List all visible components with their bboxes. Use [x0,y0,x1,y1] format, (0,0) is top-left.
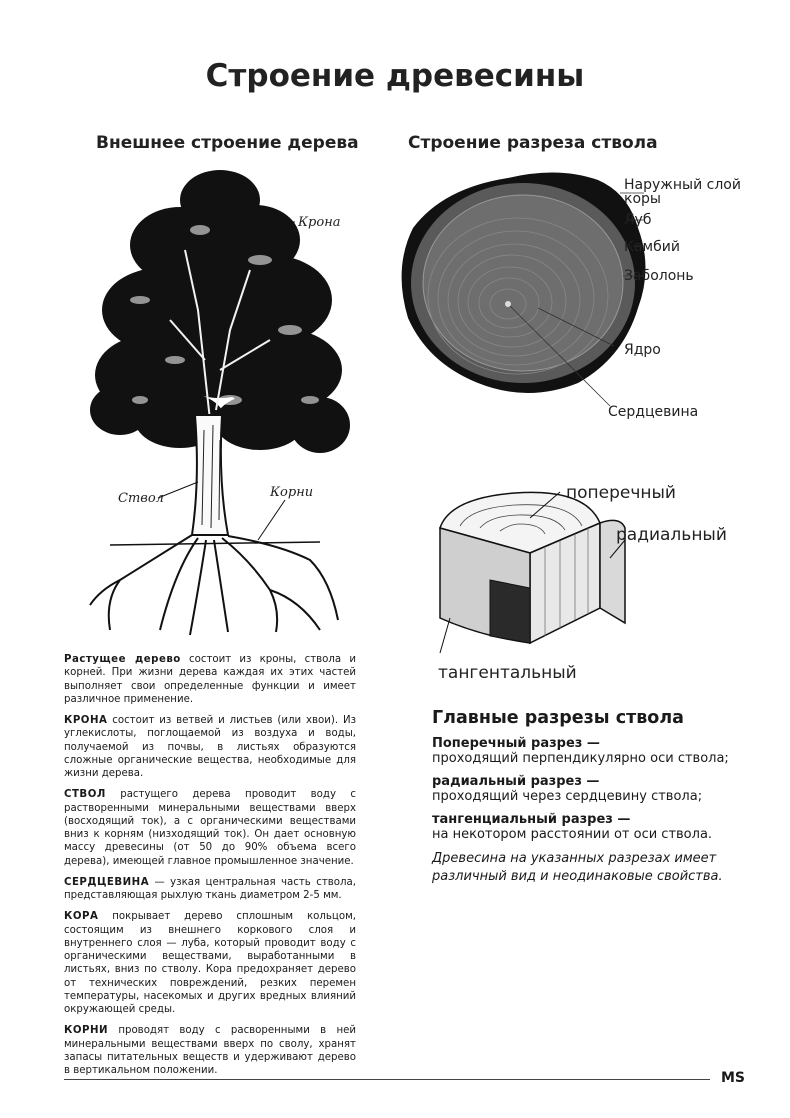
trunk-label: Ствол [118,491,164,506]
tree-crown-drawing [90,170,350,453]
crown-label: Крона [298,215,341,230]
bast-label: Луб [624,212,652,228]
cut-desc: на некотором расстоянии от оси ствола. [432,827,713,842]
cambium-label: Камбий [624,239,680,255]
outer-bark-label-line1: Наружный слой [624,177,741,193]
cut-desc: проходящий через сердцевину ствола; [432,789,703,804]
text-roots: КОРНИ проводят воду с расворенными в ней минеральными веществами вверх по сволу, хранят запасы питательных веществ и удерживают дерево в вертикальном положении. [64,1025,356,1076]
trunk-cuts-illustration [420,468,740,698]
roots-label: Корни [270,485,314,500]
cut-item-transverse [432,736,762,766]
tangential-label: тангентальный [438,663,577,683]
pith-label: Сердцевина [608,404,699,420]
cut-term: Поперечный разрез — [432,736,600,751]
footer-rule [64,1079,710,1080]
cuts-note: Древесина на указанных разрезах имеет различный вид и неодинаковые свойства. [432,851,723,884]
trunk-section-heading: Строение разреза ствола [408,133,658,153]
text-trunk: СТВОЛ растущего дерева проводит воду с растворенными минеральными веществами вверх (восходящий ток), а с органическими веществами вниз к корням (низходящий ток). Он дает основную массу древесины (от 50 до 90% объема всего дерева), имеющей главное промышленное значение. [64,789,356,867]
main-cuts-block [432,708,762,885]
trunk-cross-section-illustration [388,158,748,428]
outer-bark-label-line2: коры [624,191,661,207]
tangential-cut-face [490,580,530,643]
page-title: Строение древесины [205,58,585,94]
cut-item-tangential [432,812,762,842]
cut-term: тангенциальный разрез — [432,812,631,827]
tree-illustration [80,160,360,640]
transverse-label: поперечный [566,483,676,503]
cut-desc: проходящий перпендикулярно оси ствола; [432,751,729,766]
cut-item-radial [432,774,762,804]
text-bark: КОРА покрывает дерево сплошным кольцом, состоящим из внешнего коркового слоя и внутреннего слоя — луба, который проводит воду с органическими веществами, выработанными в листьях, вниз по стволу. Кора предохраняет дерево от технических повреждений, резких перемен температуры, насекомых и других вредных влияний окружающей среды. [64,911,356,1015]
sapwood-label: Заболонь [624,268,694,284]
radial-label: радиальный [616,525,727,545]
publisher-mark: MS [721,1070,746,1086]
tree-structure-heading: Внешнее строение дерева [96,133,359,153]
text-crown: КРОНА состоит из ветвей и листьев (или хвои). Из углекислоты, поглощаемой из воздуха и воды, получаемой из почвы, в листьях образуются сложные органические вещества, необходимые для жизни дерева. [64,715,356,779]
left-text-column [64,653,356,1085]
sapwood-ring [423,195,623,371]
text-pith: СЕРДЦЕВИНА — узкая центральная часть ствола, представляющая рыхлую ткань диаметром 2-5 мм. [64,876,356,901]
text-growing-tree: Растущее дерево состоит из кроны, ствола и корней. При жизни дерева каждая их этих частей выполняет свои определенные функции и имеет различное применение. [64,654,356,705]
core-label: Ядро [624,342,661,358]
trunk-pointer [158,482,198,498]
cut-term: радиальный разрез — [432,774,600,789]
tree-roots [90,535,338,635]
main-cuts-title: Главные разрезы ствола [432,708,684,728]
roots-pointer [258,500,285,540]
